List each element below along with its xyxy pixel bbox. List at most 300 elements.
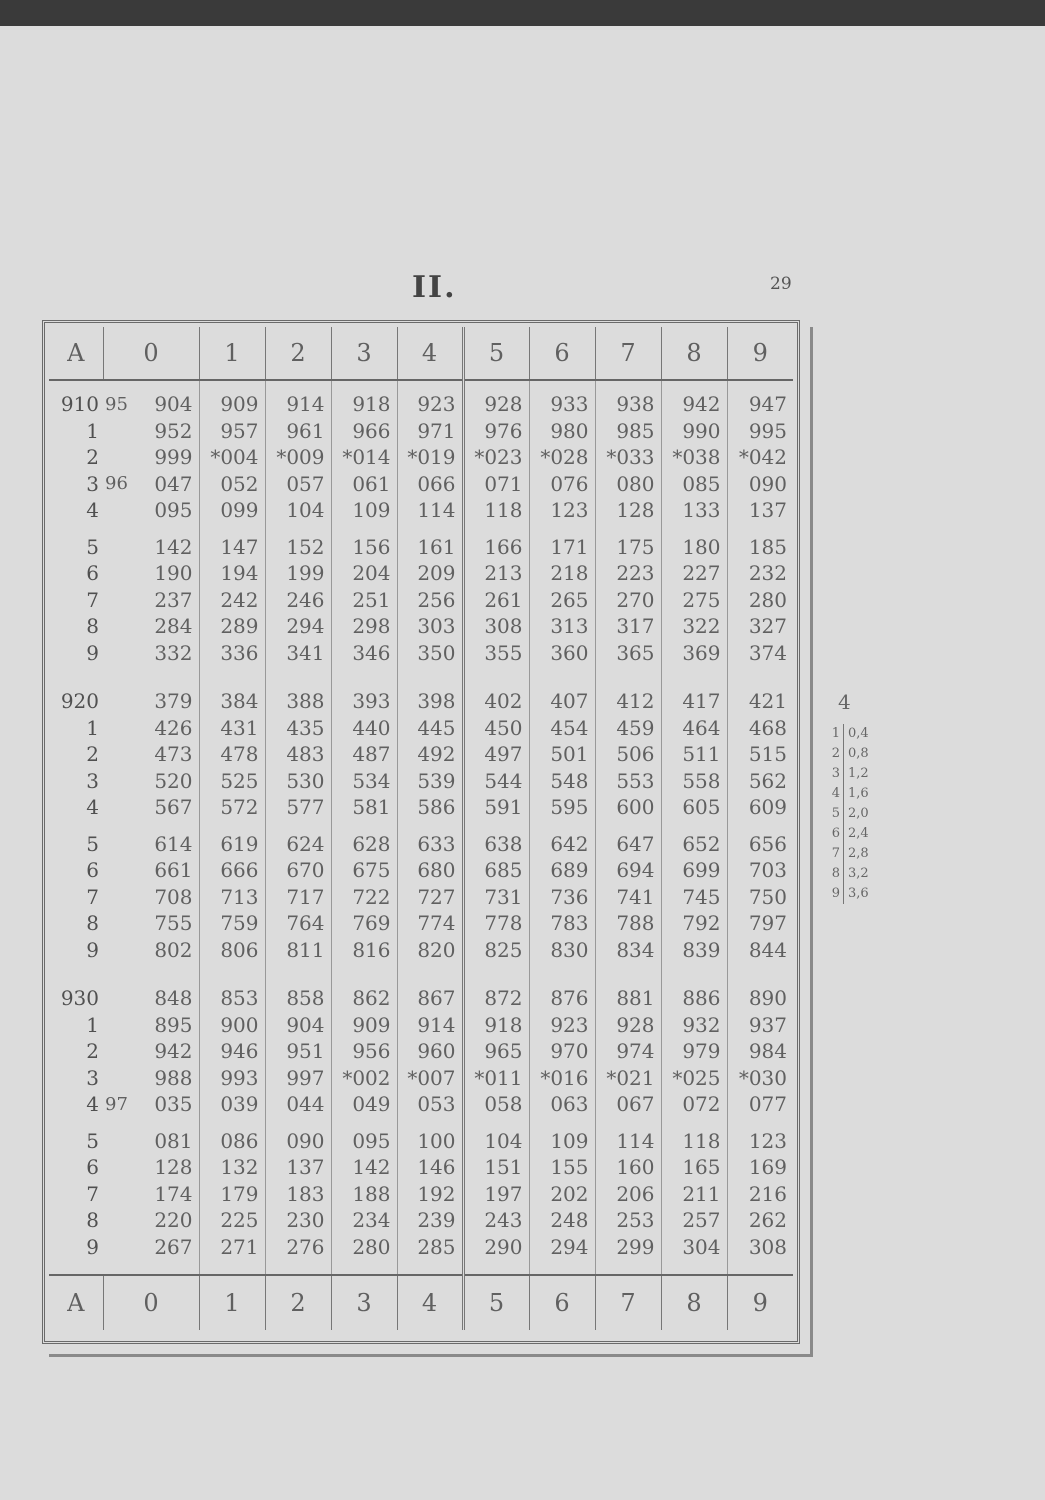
scan-top-edge <box>0 0 1045 26</box>
mantissa-cell: 689 <box>529 857 595 884</box>
mantissa-cell: 478 <box>199 741 265 768</box>
table-row <box>49 524 793 561</box>
argument-cell: 5 <box>86 534 99 559</box>
mantissa-cell: 501 <box>529 741 595 768</box>
mantissa-cell: 248 <box>529 1207 595 1234</box>
footer-cell: 6 <box>529 1275 595 1330</box>
proportional-row <box>820 884 900 904</box>
mantissa-cell: 764 <box>265 910 331 937</box>
mantissa-cell: 553 <box>595 768 661 795</box>
mantissa-cell: 825 <box>463 937 529 964</box>
mantissa-cell: 166 <box>463 524 529 561</box>
proportional-value: 3,6 <box>848 886 869 901</box>
argument-cell: 910 <box>60 392 99 417</box>
proportional-row <box>820 724 900 744</box>
mantissa-cell: 211 <box>661 1181 727 1208</box>
mantissa-cell: 322 <box>661 613 727 640</box>
mantissa-cell: 988 <box>154 1065 193 1090</box>
proportional-value: 2,4 <box>848 826 869 841</box>
table-header <box>49 327 793 380</box>
proportional-parts <box>820 690 900 904</box>
mantissa-cell: *004 <box>199 444 265 471</box>
mantissa-cell: 066 <box>397 471 463 498</box>
mantissa-cell: 909 <box>331 1012 397 1039</box>
table-row <box>49 768 793 795</box>
footer-cell: 5 <box>463 1275 529 1330</box>
argument-cell: 2 <box>86 742 99 767</box>
mantissa-cell: 694 <box>595 857 661 884</box>
proportional-row <box>820 844 900 864</box>
proportional-key: 1 <box>820 724 844 744</box>
mantissa-cell: 123 <box>727 1118 793 1155</box>
mantissa-cell: 237 <box>154 587 193 612</box>
mantissa-cell: *011 <box>463 1065 529 1092</box>
mantissa-cell: 830 <box>529 937 595 964</box>
table-row <box>49 1091 793 1118</box>
proportional-value: 1,6 <box>848 786 869 801</box>
prefix-cell <box>103 640 125 667</box>
mantissa-cell: 515 <box>727 741 793 768</box>
mantissa-cell: 923 <box>529 1012 595 1039</box>
proportional-value: 2,0 <box>848 806 869 821</box>
table-row <box>49 857 793 884</box>
mantissa-cell: 946 <box>199 1038 265 1065</box>
mantissa-cell: 755 <box>154 911 193 936</box>
mantissa-cell: 656 <box>727 821 793 858</box>
mantissa-cell: 445 <box>397 715 463 742</box>
mantissa-cell: *030 <box>727 1065 793 1092</box>
mantissa-cell: 741 <box>595 884 661 911</box>
mantissa-cell: 341 <box>265 640 331 667</box>
mantissa-cell: 918 <box>463 1012 529 1039</box>
mantissa-cell: 904 <box>265 1012 331 1039</box>
mantissa-cell: 225 <box>199 1207 265 1234</box>
mantissa-cell: 745 <box>661 884 727 911</box>
mantissa-cell: 661 <box>154 858 193 883</box>
table-row <box>49 937 793 964</box>
mantissa-cell: 703 <box>727 857 793 884</box>
proportional-row <box>820 784 900 804</box>
mantissa-cell: 194 <box>199 560 265 587</box>
prefix-cell: 96 <box>105 473 128 495</box>
mantissa-cell: 952 <box>154 418 193 443</box>
mantissa-cell: 544 <box>463 768 529 795</box>
footer-cell: 7 <box>595 1275 661 1330</box>
mantissa-cell: 530 <box>265 768 331 795</box>
mantissa-cell: 276 <box>265 1234 331 1276</box>
prefix-cell <box>103 1181 125 1208</box>
prefix-cell <box>103 444 125 471</box>
mantissa-cell: 174 <box>154 1181 193 1206</box>
mantissa-cell: *019 <box>397 444 463 471</box>
mantissa-cell: 350 <box>397 640 463 667</box>
argument-cell: 3 <box>86 1065 99 1090</box>
mantissa-cell: 464 <box>661 715 727 742</box>
mantissa-cell: 271 <box>199 1234 265 1276</box>
mantissa-cell: 374 <box>727 640 793 667</box>
mantissa-cell: 142 <box>331 1154 397 1181</box>
mantissa-cell: 275 <box>661 587 727 614</box>
mantissa-cell: 788 <box>595 910 661 937</box>
table-row <box>49 587 793 614</box>
mantissa-cell: 104 <box>265 497 331 524</box>
mantissa-cell: 123 <box>529 497 595 524</box>
prefix-cell <box>103 1012 125 1039</box>
mantissa-cell: 904 <box>154 392 193 417</box>
mantissa-cell: 806 <box>199 937 265 964</box>
mantissa-cell: 938 <box>595 380 661 418</box>
prefix-cell <box>103 910 125 937</box>
table-row <box>49 884 793 911</box>
mantissa-cell: 114 <box>397 497 463 524</box>
mantissa-cell: 965 <box>463 1038 529 1065</box>
mantissa-cell: 308 <box>727 1234 793 1276</box>
prefix-cell <box>103 741 125 768</box>
prefix-cell: 97 <box>105 1093 128 1115</box>
mantissa-cell: 280 <box>331 1234 397 1276</box>
mantissa-cell: 230 <box>265 1207 331 1234</box>
mantissa-cell: 923 <box>397 380 463 418</box>
mantissa-cell: 063 <box>529 1091 595 1118</box>
mantissa-cell: 811 <box>265 937 331 964</box>
mantissa-cell: 520 <box>154 768 193 793</box>
mantissa-cell: 628 <box>331 821 397 858</box>
mantissa-cell: *016 <box>529 1065 595 1092</box>
mantissa-cell: 670 <box>265 857 331 884</box>
mantissa-cell: 652 <box>661 821 727 858</box>
mantissa-cell: 246 <box>265 587 331 614</box>
argument-cell: 9 <box>86 1234 99 1259</box>
argument-cell: 4 <box>86 498 99 523</box>
mantissa-cell: 876 <box>529 963 595 1012</box>
proportional-key: 5 <box>820 804 844 824</box>
footer-cell: 9 <box>727 1275 793 1330</box>
mantissa-cell: 421 <box>727 666 793 715</box>
mantissa-cell: 497 <box>463 741 529 768</box>
mantissa-cell: 468 <box>727 715 793 742</box>
mantissa-cell: 980 <box>529 418 595 445</box>
mantissa-cell: 327 <box>727 613 793 640</box>
footer-cell: 1 <box>199 1275 265 1330</box>
mantissa-cell: 961 <box>265 418 331 445</box>
page-number: 29 <box>770 274 792 294</box>
mantissa-cell: 072 <box>661 1091 727 1118</box>
mantissa-cell: 577 <box>265 794 331 821</box>
prefix-cell <box>103 884 125 911</box>
mantissa-cell: 970 <box>529 1038 595 1065</box>
table-footer <box>49 1275 793 1330</box>
mantissa-cell: 534 <box>331 768 397 795</box>
footer-cell: 2 <box>265 1275 331 1330</box>
mantissa-cell: 285 <box>397 1234 463 1276</box>
mantissa-cell: 974 <box>595 1038 661 1065</box>
mantissa-cell: 685 <box>463 857 529 884</box>
mantissa-cell: *023 <box>463 444 529 471</box>
mantissa-cell: 960 <box>397 1038 463 1065</box>
mantissa-cell: 834 <box>595 937 661 964</box>
argument-cell: 2 <box>86 445 99 470</box>
mantissa-cell: 440 <box>331 715 397 742</box>
table-row <box>49 666 793 715</box>
table-row <box>49 497 793 524</box>
mantissa-cell: 890 <box>727 963 793 1012</box>
mantissa-cell: 933 <box>529 380 595 418</box>
mantissa-cell: 412 <box>595 666 661 715</box>
mantissa-cell: 160 <box>595 1154 661 1181</box>
proportional-row <box>820 804 900 824</box>
proportional-key: 7 <box>820 844 844 864</box>
mantissa-cell: 918 <box>331 380 397 418</box>
mantissa-cell: 900 <box>199 1012 265 1039</box>
mantissa-cell: 299 <box>595 1234 661 1276</box>
prefix-cell <box>103 418 125 445</box>
argument-cell: 5 <box>86 1128 99 1153</box>
mantissa-cell: 077 <box>727 1091 793 1118</box>
mantissa-cell: 778 <box>463 910 529 937</box>
mantissa-cell: 932 <box>661 1012 727 1039</box>
mantissa-cell: 346 <box>331 640 397 667</box>
mantissa-cell: 118 <box>661 1118 727 1155</box>
mantissa-cell: 388 <box>265 666 331 715</box>
table-body <box>49 380 793 1275</box>
mantissa-cell: 511 <box>661 741 727 768</box>
mantissa-cell: 047 <box>154 471 193 496</box>
mantissa-cell: 085 <box>661 471 727 498</box>
header-cell: 6 <box>529 327 595 380</box>
proportional-row <box>820 764 900 784</box>
mantissa-cell: 369 <box>661 640 727 667</box>
table-row <box>49 471 793 498</box>
mantissa-cell: 666 <box>199 857 265 884</box>
mantissa-cell: 731 <box>463 884 529 911</box>
mantissa-cell: *014 <box>331 444 397 471</box>
table-row <box>49 1038 793 1065</box>
mantissa-cell: 398 <box>397 666 463 715</box>
argument-cell: 6 <box>86 561 99 586</box>
mantissa-cell: 204 <box>331 560 397 587</box>
proportional-parts-head: 4 <box>838 690 851 714</box>
mantissa-cell: 095 <box>154 498 193 523</box>
mantissa-cell: 133 <box>661 497 727 524</box>
table-row <box>49 640 793 667</box>
mantissa-cell: 303 <box>397 613 463 640</box>
table-row <box>49 613 793 640</box>
mantissa-cell: 270 <box>595 587 661 614</box>
mantissa-cell: 294 <box>529 1234 595 1276</box>
mantissa-cell: 562 <box>727 768 793 795</box>
mantissa-cell: 209 <box>397 560 463 587</box>
mantissa-cell: 161 <box>397 524 463 561</box>
table-row <box>49 1154 793 1181</box>
mantissa-cell: 169 <box>727 1154 793 1181</box>
mantissa-cell: 993 <box>199 1065 265 1092</box>
mantissa-cell: 057 <box>265 471 331 498</box>
mantissa-cell: 802 <box>154 937 193 962</box>
mantissa-cell: 957 <box>199 418 265 445</box>
mantissa-cell: 384 <box>199 666 265 715</box>
mantissa-cell: 313 <box>529 613 595 640</box>
mantissa-cell: 128 <box>595 497 661 524</box>
table-row <box>49 794 793 821</box>
footer-cell: 8 <box>661 1275 727 1330</box>
mantissa-cell: 928 <box>463 380 529 418</box>
header-cell: 4 <box>397 327 463 380</box>
mantissa-cell: 151 <box>463 1154 529 1181</box>
table-row <box>49 1207 793 1234</box>
mantissa-cell: 558 <box>661 768 727 795</box>
mantissa-cell: 909 <box>199 380 265 418</box>
mantissa-cell: 076 <box>529 471 595 498</box>
table-row <box>49 1012 793 1039</box>
prefix-cell <box>103 1118 125 1155</box>
argument-cell: 8 <box>86 911 99 936</box>
argument-cell: 1 <box>86 1012 99 1037</box>
mantissa-cell: 152 <box>265 524 331 561</box>
mantissa-cell: 426 <box>154 715 193 740</box>
argument-cell: 4 <box>86 795 99 820</box>
mantissa-cell: 642 <box>529 821 595 858</box>
mantissa-cell: 713 <box>199 884 265 911</box>
proportional-value: 2,8 <box>848 846 869 861</box>
mantissa-cell: 951 <box>265 1038 331 1065</box>
mantissa-cell: 132 <box>199 1154 265 1181</box>
mantissa-cell: 175 <box>595 524 661 561</box>
mantissa-cell: 717 <box>265 884 331 911</box>
argument-cell: 1 <box>86 418 99 443</box>
mantissa-cell: *033 <box>595 444 661 471</box>
mantissa-cell: 185 <box>727 524 793 561</box>
table-row <box>49 418 793 445</box>
mantissa-cell: 450 <box>463 715 529 742</box>
prefix-cell <box>103 587 125 614</box>
mantissa-cell: 473 <box>154 742 193 767</box>
argument-cell: 6 <box>86 858 99 883</box>
mantissa-cell: 759 <box>199 910 265 937</box>
mantissa-cell: 197 <box>463 1181 529 1208</box>
mantissa-cell: 407 <box>529 666 595 715</box>
mantissa-cell: 942 <box>154 1039 193 1064</box>
proportional-value: 3,2 <box>848 866 869 881</box>
mantissa-cell: 624 <box>265 821 331 858</box>
proportional-key: 9 <box>820 884 844 904</box>
mantissa-cell: 213 <box>463 560 529 587</box>
mantissa-cell: 417 <box>661 666 727 715</box>
argument-cell: 7 <box>86 884 99 909</box>
mantissa-cell: 862 <box>331 963 397 1012</box>
mantissa-cell: 966 <box>331 418 397 445</box>
mantissa-cell: 539 <box>397 768 463 795</box>
mantissa-cell: 506 <box>595 741 661 768</box>
mantissa-cell: 914 <box>265 380 331 418</box>
mantissa-cell: 317 <box>595 613 661 640</box>
mantissa-cell: 086 <box>199 1118 265 1155</box>
header-cell: 2 <box>265 327 331 380</box>
mantissa-cell: 581 <box>331 794 397 821</box>
argument-cell: 2 <box>86 1039 99 1064</box>
mantissa-cell: 605 <box>661 794 727 821</box>
mantissa-cell: 708 <box>154 884 193 909</box>
mantissa-cell: 223 <box>595 560 661 587</box>
mantissa-cell: 290 <box>463 1234 529 1276</box>
mantissa-cell: 633 <box>397 821 463 858</box>
prefix-cell <box>103 768 125 795</box>
page-title: II. <box>412 270 457 305</box>
argument-cell: 7 <box>86 587 99 612</box>
proportional-row <box>820 864 900 884</box>
mantissa-cell: 242 <box>199 587 265 614</box>
mantissa-cell: 722 <box>331 884 397 911</box>
header-cell: 8 <box>661 327 727 380</box>
mantissa-cell: 487 <box>331 741 397 768</box>
argument-cell: 7 <box>86 1181 99 1206</box>
prefix-cell <box>103 666 125 715</box>
footer-cell: 0 <box>103 1275 199 1330</box>
mantissa-cell: 049 <box>331 1091 397 1118</box>
proportional-value: 0,4 <box>848 726 869 741</box>
mantissa-cell: 137 <box>727 497 793 524</box>
mantissa-cell: 997 <box>265 1065 331 1092</box>
mantissa-cell: 928 <box>595 1012 661 1039</box>
mantissa-cell: 142 <box>154 534 193 559</box>
table-row <box>49 444 793 471</box>
mantissa-cell: 483 <box>265 741 331 768</box>
prefix-cell <box>103 524 125 561</box>
mantissa-cell: 308 <box>463 613 529 640</box>
mantissa-cell: 595 <box>529 794 595 821</box>
mantissa-cell: 035 <box>154 1092 193 1117</box>
mantissa-cell: 099 <box>199 497 265 524</box>
mantissa-cell: 619 <box>199 821 265 858</box>
mantissa-cell: 171 <box>529 524 595 561</box>
mantissa-cell: 839 <box>661 937 727 964</box>
prefix-cell <box>103 560 125 587</box>
mantissa-cell: 680 <box>397 857 463 884</box>
argument-cell: 930 <box>60 986 99 1011</box>
mantissa-cell: 727 <box>397 884 463 911</box>
mantissa-cell: 137 <box>265 1154 331 1181</box>
mantissa-cell: 061 <box>331 471 397 498</box>
table-row <box>49 1234 793 1276</box>
mantissa-cell: 567 <box>154 795 193 820</box>
mantissa-cell: 750 <box>727 884 793 911</box>
prefix-cell <box>103 1234 125 1276</box>
mantissa-cell: 379 <box>154 689 193 714</box>
mantissa-cell: 853 <box>199 963 265 1012</box>
mantissa-cell: 114 <box>595 1118 661 1155</box>
header-cell: 1 <box>199 327 265 380</box>
mantissa-cell: 548 <box>529 768 595 795</box>
table-row <box>49 1181 793 1208</box>
mantissa-cell: 956 <box>331 1038 397 1065</box>
mantissa-cell: 886 <box>661 963 727 1012</box>
mantissa-cell: 336 <box>199 640 265 667</box>
mantissa-cell: 183 <box>265 1181 331 1208</box>
argument-cell: 9 <box>86 640 99 665</box>
mantissa-cell: *021 <box>595 1065 661 1092</box>
mantissa-cell: 267 <box>154 1234 193 1259</box>
table-row <box>49 741 793 768</box>
prefix-cell <box>103 497 125 524</box>
mantissa-cell: *025 <box>661 1065 727 1092</box>
prefix-cell <box>103 821 125 858</box>
mantissa-cell: 039 <box>199 1091 265 1118</box>
proportional-row <box>820 744 900 764</box>
mantissa-cell: 262 <box>727 1207 793 1234</box>
proportional-key: 2 <box>820 744 844 764</box>
mantissa-cell: 206 <box>595 1181 661 1208</box>
mantissa-cell: 572 <box>199 794 265 821</box>
mantissa-cell: 218 <box>529 560 595 587</box>
